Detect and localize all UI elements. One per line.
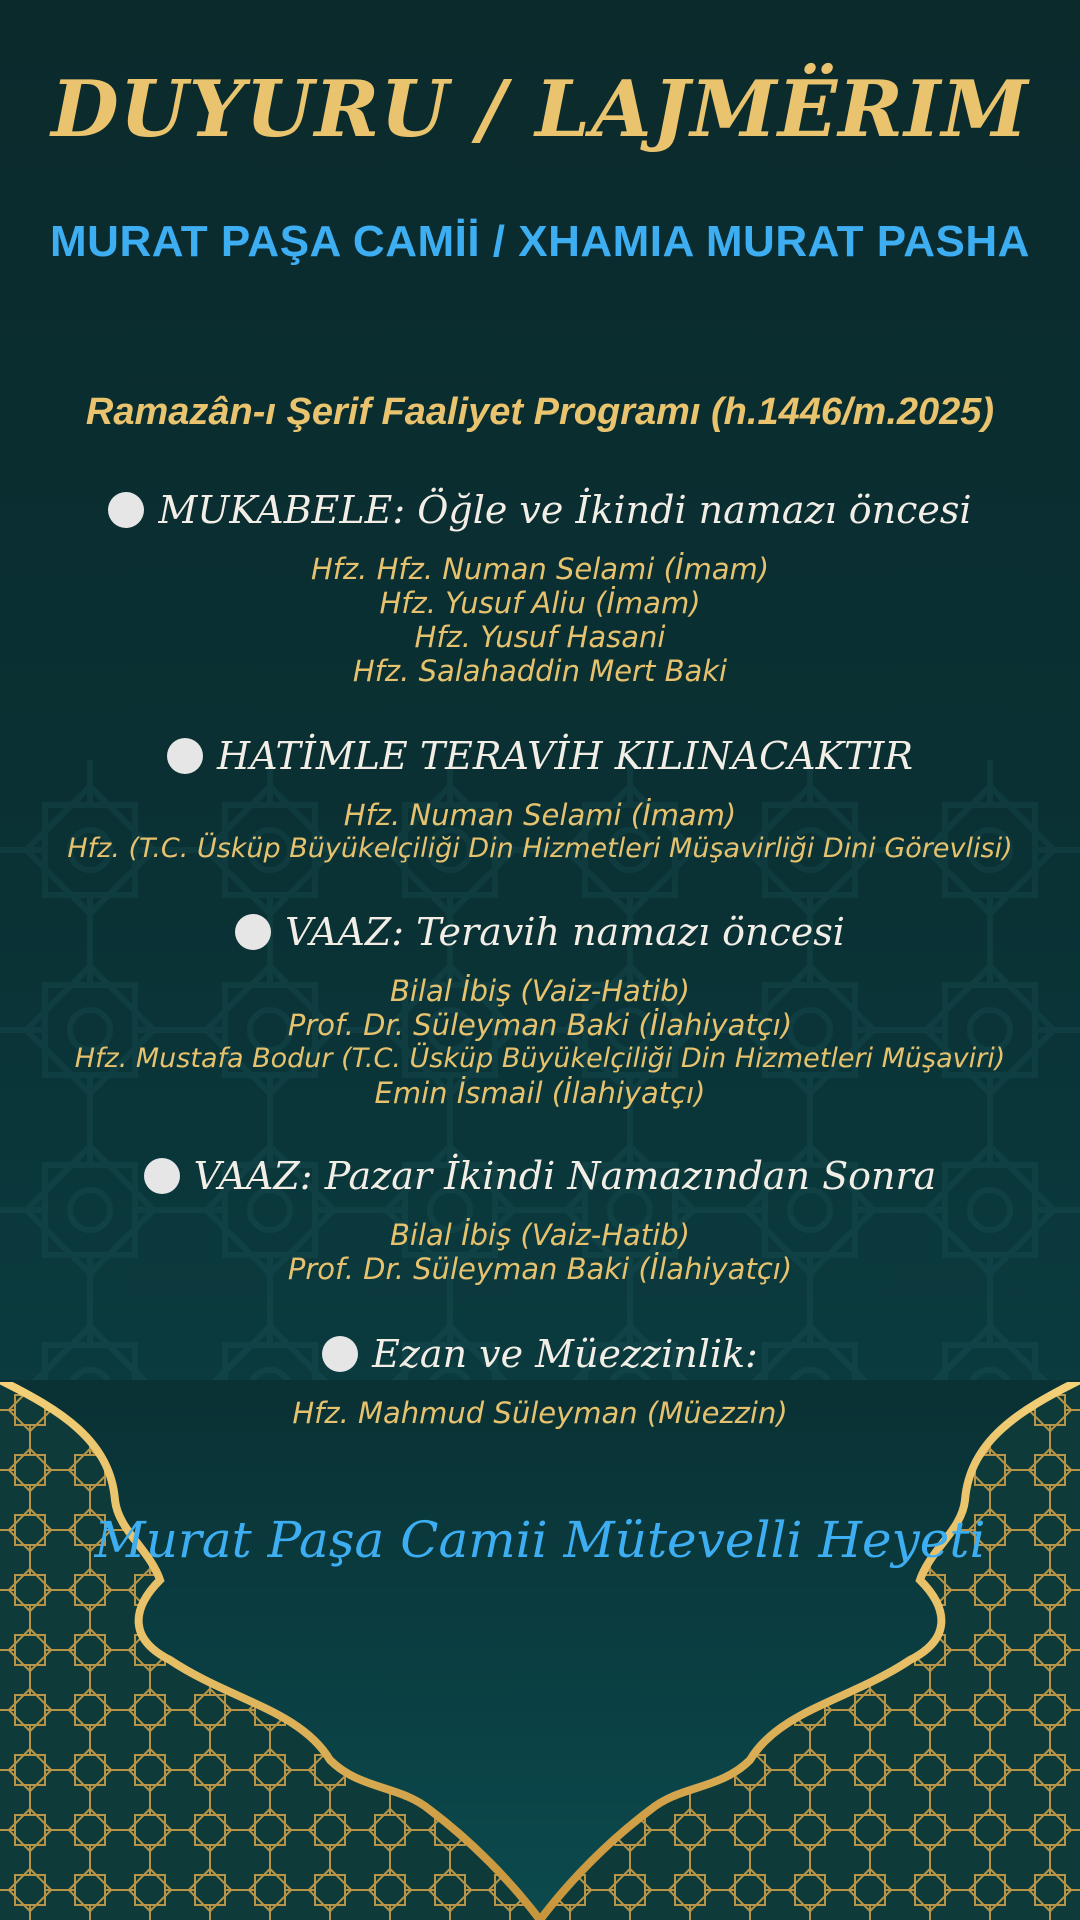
section-teravih — [0, 728, 1080, 866]
list-item: Prof. Dr. Süleyman Baki (İlahiyatçı) — [287, 1008, 793, 1042]
section-heading — [0, 1148, 1080, 1204]
page-title: DUYURU / LAJMËRIM — [51, 64, 1029, 155]
footer-signature: Murat Paşa Camii Mütevelli Heyeti — [94, 1511, 986, 1569]
arch-ornament — [0, 1380, 1080, 1920]
list-item: Hfz. Mahmud Süleyman (Müezzin) — [292, 1396, 788, 1430]
name-list — [0, 974, 1080, 1110]
section-heading-label: HATİMLE TERAVİH KILINACAKTIR — [217, 734, 913, 778]
section-heading — [0, 728, 1080, 784]
section-heading — [0, 904, 1080, 960]
circle-bullet-icon — [235, 914, 271, 950]
circle-bullet-icon — [144, 1158, 180, 1194]
name-list — [0, 552, 1080, 688]
section-heading-label: VAAZ: Pazar İkindi Namazından Sonra — [193, 1154, 937, 1198]
circle-bullet-icon — [167, 738, 203, 774]
name-list — [0, 1218, 1080, 1286]
list-item: Bilal İbiş (Vaiz-Hatib) — [390, 974, 690, 1008]
name-list — [0, 798, 1080, 866]
mosque-name: MURAT PAŞA CAMİİ / XHAMIA MURAT PASHA — [50, 217, 1030, 266]
section-heading-label: VAAZ: Teravih namazı öncesi — [285, 910, 845, 954]
section-heading-label: MUKABELE: Öğle ve İkindi namazı öncesi — [158, 488, 972, 532]
list-item: Hfz. Numan Selami (İmam) — [343, 798, 737, 832]
circle-bullet-icon — [322, 1336, 358, 1372]
section-vaaz-pazar — [0, 1148, 1080, 1286]
section-vaaz-teravih — [0, 904, 1080, 1110]
section-ezan — [0, 1326, 1080, 1430]
list-item: Hfz. Mustafa Bodur (T.C. Üsküp Büyükelçiliği Din Hizmetleri Müşaviri) — [74, 1043, 1006, 1074]
list-item: Hfz. Salahaddin Mert Baki — [352, 654, 728, 688]
list-item: Hfz. Hfz. Numan Selami (İmam) — [310, 552, 770, 586]
section-heading — [0, 482, 1080, 538]
list-item: Hfz. Yusuf Hasani — [414, 620, 666, 654]
section-heading — [0, 1326, 1080, 1382]
program-title: Ramazân-ı Şerif Faaliyet Programı (h.1446/m.2025) — [85, 391, 995, 433]
section-mukabele — [0, 482, 1080, 688]
list-item: Hfz. (T.C. Üsküp Büyükelçiliği Din Hizmetleri Müşavirliği Dini Görevlisi) — [67, 833, 1013, 864]
section-heading-label: Ezan ve Müezzinlik: — [372, 1332, 758, 1376]
circle-bullet-icon — [108, 492, 144, 528]
list-item: Prof. Dr. Süleyman Baki (İlahiyatçı) — [287, 1252, 793, 1286]
list-item: Hfz. Yusuf Aliu (İmam) — [379, 586, 701, 620]
list-item: Emin İsmail (İlahiyatçı) — [374, 1076, 706, 1110]
name-list — [0, 1396, 1080, 1430]
list-item: Bilal İbiş (Vaiz-Hatib) — [390, 1218, 690, 1252]
